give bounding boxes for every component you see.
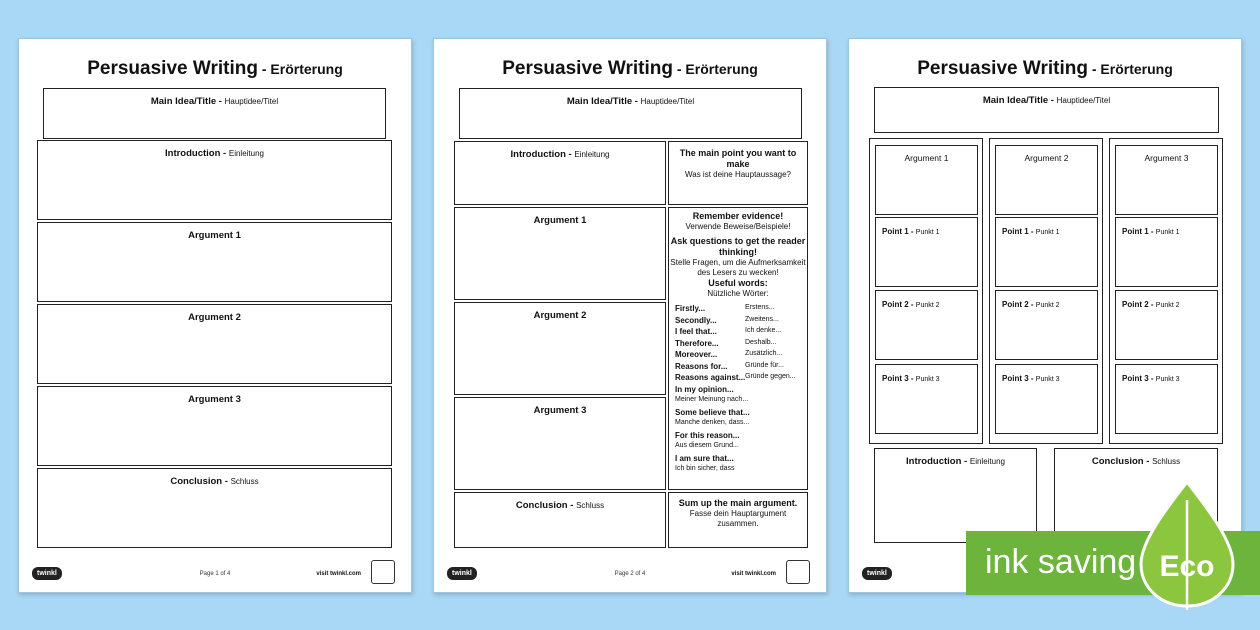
eco-leaf-icon: [1137, 480, 1237, 610]
argument-1-box: Argument 1: [454, 207, 666, 300]
argument-2-box: Argument 2: [995, 145, 1098, 215]
page-title: Persuasive Writing - Erörterung: [87, 58, 343, 79]
useful-phrase: Manche denken, dass...: [675, 419, 750, 426]
page-footer: [434, 560, 826, 586]
quality-badge-icon: [786, 560, 810, 584]
conclusion-box: Conclusion - Schluss: [1054, 448, 1218, 543]
quality-badge-icon: [371, 560, 395, 584]
main-idea-box: Main Idea/Title - Hauptidee/Titel: [874, 87, 1219, 133]
argument-3-box: Argument 3: [37, 386, 392, 466]
useful-words-box: Remember evidence! Verwende Beweise/Beispiele! Ask questions to get the reader thinking! Stelle Fragen, um die Aufmerksamkeit des Lesers zu wecken! Useful words: Nützliche Wörter: Firstly... Erstens... Secondly... Zweitens... I feel that... Ich denke... Therefore... Deshalb... Moreover... Zusätzlich... Reasons for... Gründe für... Reasons against... Gründe gegen... In my opinion... Meiner Meinung nach... Some believe that... Manche denken, dass... For this reason... Aus diesem Grund... I am sure that... Ich bin sicher, dass: [668, 207, 808, 490]
useful-phrase: For this reason...: [675, 430, 740, 440]
useful-word-row: Moreover... Zusätzlich...: [675, 350, 783, 359]
twinkl-logo: twinkl: [447, 567, 477, 580]
page-number: Page 1 of 4: [199, 571, 231, 577]
main-idea-box: Main Idea/Title - Hauptidee/Titel: [459, 88, 802, 139]
argument-1-point-1-box: Point 1 - Punkt 1: [875, 217, 978, 287]
argument-3-box: Argument 3: [1115, 145, 1218, 215]
conclusion-box: Conclusion - Schluss: [454, 492, 666, 548]
argument-2-box: Argument 2: [454, 302, 666, 395]
page-title: Persuasive Writing - Erörterung: [917, 58, 1173, 79]
argument-3-point-2-box: Point 2 - Punkt 2: [1115, 290, 1218, 360]
argument-2-point-3-box: Point 3 - Punkt 3: [995, 364, 1098, 434]
worksheet-page-2: [433, 38, 827, 593]
twinkl-logo: twinkl: [862, 567, 892, 580]
argument-2-point-2-box: Point 2 - Punkt 2: [995, 290, 1098, 360]
useful-phrase: I am sure that...: [675, 453, 734, 463]
argument-3-box: Argument 3: [454, 397, 666, 490]
main-idea-box: Main Idea/Title - Hauptidee/Titel: [43, 88, 386, 139]
useful-word-row: Reasons against... Gründe gegen...: [675, 373, 796, 382]
argument-1-point-2-box: Point 2 - Punkt 2: [875, 290, 978, 360]
eco-label: Eco: [1159, 550, 1215, 583]
visit-link: visit twinkl.com: [731, 571, 776, 577]
argument-1-point-3-box: Point 3 - Punkt 3: [875, 364, 978, 434]
argument-2-point-1-box: Point 1 - Punkt 1: [995, 217, 1098, 287]
conclusion-box: Conclusion - Schluss: [37, 468, 392, 548]
argument-3-point-1-box: Point 1 - Punkt 1: [1115, 217, 1218, 287]
argument-1-box: Argument 1: [37, 222, 392, 302]
argument-3-point-3-box: Point 3 - Punkt 3: [1115, 364, 1218, 434]
useful-word-row: Therefore... Deshalb...: [675, 338, 777, 348]
introduction-box: Introduction - Einleitung: [874, 448, 1037, 543]
worksheet-page-1: [18, 38, 412, 593]
page-title: Persuasive Writing - Erörterung: [502, 58, 758, 79]
useful-phrase: Some believe that...: [675, 407, 750, 417]
twinkl-logo: twinkl: [32, 567, 62, 580]
argument-1-box: Argument 1: [875, 145, 978, 215]
main-point-tip-box: The main point you want to make Was ist deine Hauptaussage?: [668, 141, 808, 205]
useful-phrase: Ich bin sicher, dass: [675, 465, 735, 472]
page-number: Page 2 of 4: [614, 571, 646, 577]
sum-up-tip-box: Sum up the main argument. Fasse dein Hauptargument zusammen.: [668, 492, 808, 548]
useful-phrase: Aus diesem Grund...: [675, 442, 739, 449]
useful-word-row: Secondly... Zweitens...: [675, 315, 779, 325]
page-footer: [19, 560, 411, 586]
useful-phrase: In my opinion...: [675, 384, 734, 394]
introduction-box: Introduction - Einleitung: [37, 140, 392, 220]
introduction-box: Introduction - Einleitung: [454, 141, 666, 205]
useful-word-row: I feel that... Ich denke...: [675, 327, 782, 336]
visit-link: visit twinkl.com: [316, 571, 361, 577]
argument-2-box: Argument 2: [37, 304, 392, 384]
useful-word-row: Firstly... Erstens...: [675, 304, 775, 313]
useful-phrase: Meiner Meinung nach...: [675, 396, 749, 403]
useful-word-row: Reasons for... Gründe für...: [675, 361, 784, 371]
ink-saving-text: ink saving: [985, 543, 1137, 581]
